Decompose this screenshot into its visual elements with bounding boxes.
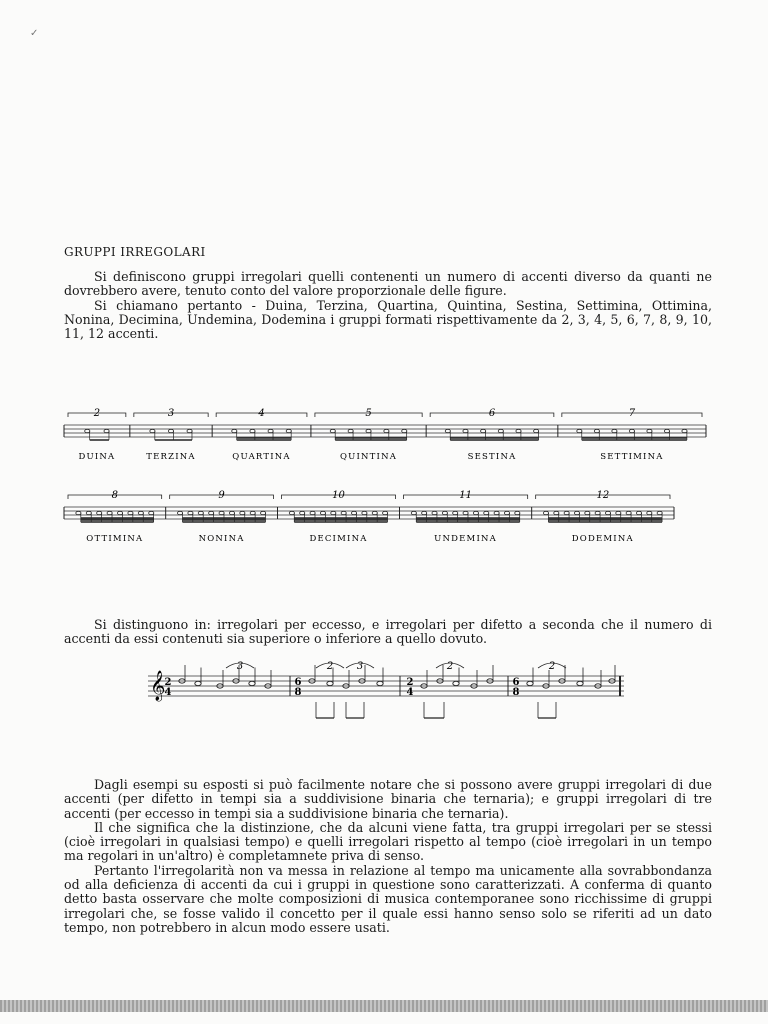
tuplet-number: 12 xyxy=(596,490,610,501)
group-label: SETTIMINA xyxy=(600,452,664,462)
group-label: DODEMINA xyxy=(571,534,634,544)
note-head xyxy=(543,511,548,514)
note-head xyxy=(383,511,388,514)
tuplet-number: 3 xyxy=(236,661,244,672)
note-head xyxy=(612,429,617,432)
group-label: OTTIMINA xyxy=(86,534,144,544)
note-head xyxy=(97,511,102,514)
note-head xyxy=(198,511,203,514)
note-head xyxy=(616,511,621,514)
note-head xyxy=(657,511,662,514)
note-head xyxy=(310,511,315,514)
scan-mark: ✓ xyxy=(30,28,39,39)
tuplet-number: 3 xyxy=(356,661,364,672)
note-head xyxy=(432,511,437,514)
note-head xyxy=(554,511,559,514)
note-head xyxy=(527,681,533,685)
conclusion-paragraph-3: Pertanto l'irregolarità non va messa in relazione al tempo ma unicamente alla sovrabbondanza od alla deficienza di accenti da cui i gruppi in questione sono caratterizzati. A conferma di quanto detto basta osservare che molte composizioni di musica contemporanee sono ricchissime di gruppi irregolari che, se fosse valido il concetto per il quale essi hanno senso solo se riferiti ad un dato tempo, non potrebbero in alcun modo essere usati. xyxy=(64,862,712,935)
tuplet-number: 11 xyxy=(459,490,472,501)
note-head xyxy=(85,429,90,432)
group-label: QUARTINA xyxy=(232,452,291,462)
note-head xyxy=(188,511,193,514)
note-head xyxy=(442,511,447,514)
note-head xyxy=(481,429,486,432)
note-head xyxy=(104,429,109,432)
note-head xyxy=(626,511,631,514)
note-head xyxy=(682,429,687,432)
note-head xyxy=(534,429,539,432)
group-label: TERZINA xyxy=(146,452,196,462)
note-head xyxy=(229,511,234,514)
note-head xyxy=(445,429,450,432)
note-head xyxy=(515,511,520,514)
tuplet-examples-staff xyxy=(0,660,768,740)
note-head xyxy=(594,429,599,432)
section-heading: GRUPPI IRREGOLARI xyxy=(64,245,206,259)
scan-edge xyxy=(0,1000,768,1012)
intro-paragraph-1: Si definiscono gruppi irregolari quelli contenenti un numero di accenti diverso da quanti ne dovrebbero avere, tenuto conto del valore proporzionale delle figure. xyxy=(64,269,712,299)
note-head xyxy=(402,429,407,432)
tuplet-number: 8 xyxy=(111,490,119,501)
note-head xyxy=(286,429,291,432)
note-head xyxy=(463,429,468,432)
note-head xyxy=(384,429,389,432)
distinction-text xyxy=(64,618,712,647)
note-head xyxy=(377,681,383,685)
time-signature-top: 2 xyxy=(164,677,172,688)
note-head xyxy=(585,511,590,514)
distinction-paragraph: Si distinguono in: irregolari per eccesso, e irregolari per difetto a seconda che il numero di accenti da essi contenuti sia superiore o inferiore a quello dovuto. xyxy=(64,617,712,647)
note-head xyxy=(250,511,255,514)
note-head xyxy=(372,511,377,514)
note-head xyxy=(300,511,305,514)
note-head xyxy=(138,511,143,514)
note-head xyxy=(177,511,182,514)
note-head xyxy=(168,429,173,432)
group-label: NONINA xyxy=(198,534,245,544)
group-label: UNDEMINA xyxy=(434,534,498,544)
note-head xyxy=(107,511,112,514)
note-head xyxy=(320,511,325,514)
group-label: DECIMINA xyxy=(309,534,368,544)
note-head xyxy=(498,429,503,432)
tuplet-number: 7 xyxy=(628,408,636,419)
tuplet-groups-row-2 xyxy=(0,482,768,554)
note-head xyxy=(341,511,346,514)
note-head xyxy=(219,511,224,514)
note-head xyxy=(647,511,652,514)
note-head xyxy=(664,429,669,432)
tuplet-number: 2 xyxy=(93,408,101,419)
tuplet-number: 3 xyxy=(167,408,175,419)
tuplet-number: 9 xyxy=(218,490,225,501)
note-head xyxy=(636,511,641,514)
note-head xyxy=(366,429,371,432)
tuplet-number: 4 xyxy=(258,408,265,419)
note-head xyxy=(261,511,266,514)
note-head xyxy=(76,511,81,514)
conclusion-paragraph-2: Il che significa che la distinzione, che da alcuni viene fatta, tra gruppi irregolari per se stessi (cioè irregolari in qualsiasi tempo) e quelli irregolari rispetto al tempo (cioè irregolari in un tempo ma regolari in un'altro) è completamnete priva di senso. xyxy=(64,819,712,864)
tuplet-number: 6 xyxy=(488,408,496,419)
time-signature-bottom: 4 xyxy=(164,687,172,698)
note-head xyxy=(463,511,468,514)
conclusion-paragraph-1: Dagli esempi su esposti si può facilmente notare che si possono avere gruppi irregolari di due accenti (per difetto in tempi sia a suddivisione binaria che ternaria); e gruppi irregolari di tre accenti (per eccesso in tempi sia a suddivisione binaria che ternaria). xyxy=(64,777,712,821)
note-head xyxy=(629,429,634,432)
note-head xyxy=(577,429,582,432)
note-head xyxy=(249,681,255,685)
tuplet-groups-row-1 xyxy=(0,400,768,470)
note-head xyxy=(240,511,245,514)
note-head xyxy=(494,511,499,514)
time-signature-top: 6 xyxy=(294,677,302,688)
time-signature-top: 6 xyxy=(512,677,520,688)
note-head xyxy=(351,511,356,514)
note-head xyxy=(595,511,600,514)
note-head xyxy=(150,429,155,432)
group-label: SESTINA xyxy=(467,452,517,462)
note-head xyxy=(605,511,610,514)
time-signature-bottom: 4 xyxy=(406,687,414,698)
note-head xyxy=(411,511,416,514)
note-head xyxy=(348,429,353,432)
note-head xyxy=(250,429,255,432)
time-signature-bottom: 8 xyxy=(294,687,302,698)
note-head xyxy=(647,429,652,432)
note-head xyxy=(564,511,569,514)
treble-clef: 𝄞 xyxy=(150,671,166,701)
note-head xyxy=(330,429,335,432)
intro-text xyxy=(64,270,712,341)
note-head xyxy=(362,511,367,514)
note-head xyxy=(453,681,459,685)
note-head xyxy=(473,511,478,514)
note-head xyxy=(453,511,458,514)
tuplet-number: 5 xyxy=(365,408,372,419)
time-signature-top: 2 xyxy=(406,677,414,688)
note-head xyxy=(289,511,294,514)
note-head xyxy=(209,511,214,514)
note-head xyxy=(484,511,489,514)
intro-paragraph-2: Si chiamano pertanto - Duina, Terzina, Quartina, Quintina, Sestina, Settimina, Ottimina, Nonina, Decimina, Undemina, Dodemina i gruppi formati rispettivamente da 2, 3, 4, 5, 6, 7, 8, 9, 10, 11, 12 accenti. xyxy=(64,297,712,342)
note-head xyxy=(422,511,427,514)
note-head xyxy=(86,511,91,514)
note-head xyxy=(187,429,192,432)
note-head xyxy=(117,511,122,514)
conclusion-text xyxy=(64,778,712,935)
tuplet-number: 10 xyxy=(332,490,345,501)
note-head xyxy=(327,681,333,685)
tuplet-number: 2 xyxy=(548,661,556,672)
time-signature-bottom: 8 xyxy=(512,687,520,698)
note-head xyxy=(504,511,509,514)
note-head xyxy=(331,511,336,514)
note-head xyxy=(149,511,154,514)
note-head xyxy=(195,681,201,685)
group-label: QUINTINA xyxy=(339,452,398,462)
note-head xyxy=(577,681,583,685)
note-head xyxy=(128,511,133,514)
note-head xyxy=(268,429,273,432)
note-head xyxy=(516,429,521,432)
tuplet-number: 2 xyxy=(326,661,334,672)
note-head xyxy=(232,429,237,432)
group-label: DUINA xyxy=(78,452,116,462)
tuplet-number: 2 xyxy=(446,661,454,672)
note-head xyxy=(574,511,579,514)
